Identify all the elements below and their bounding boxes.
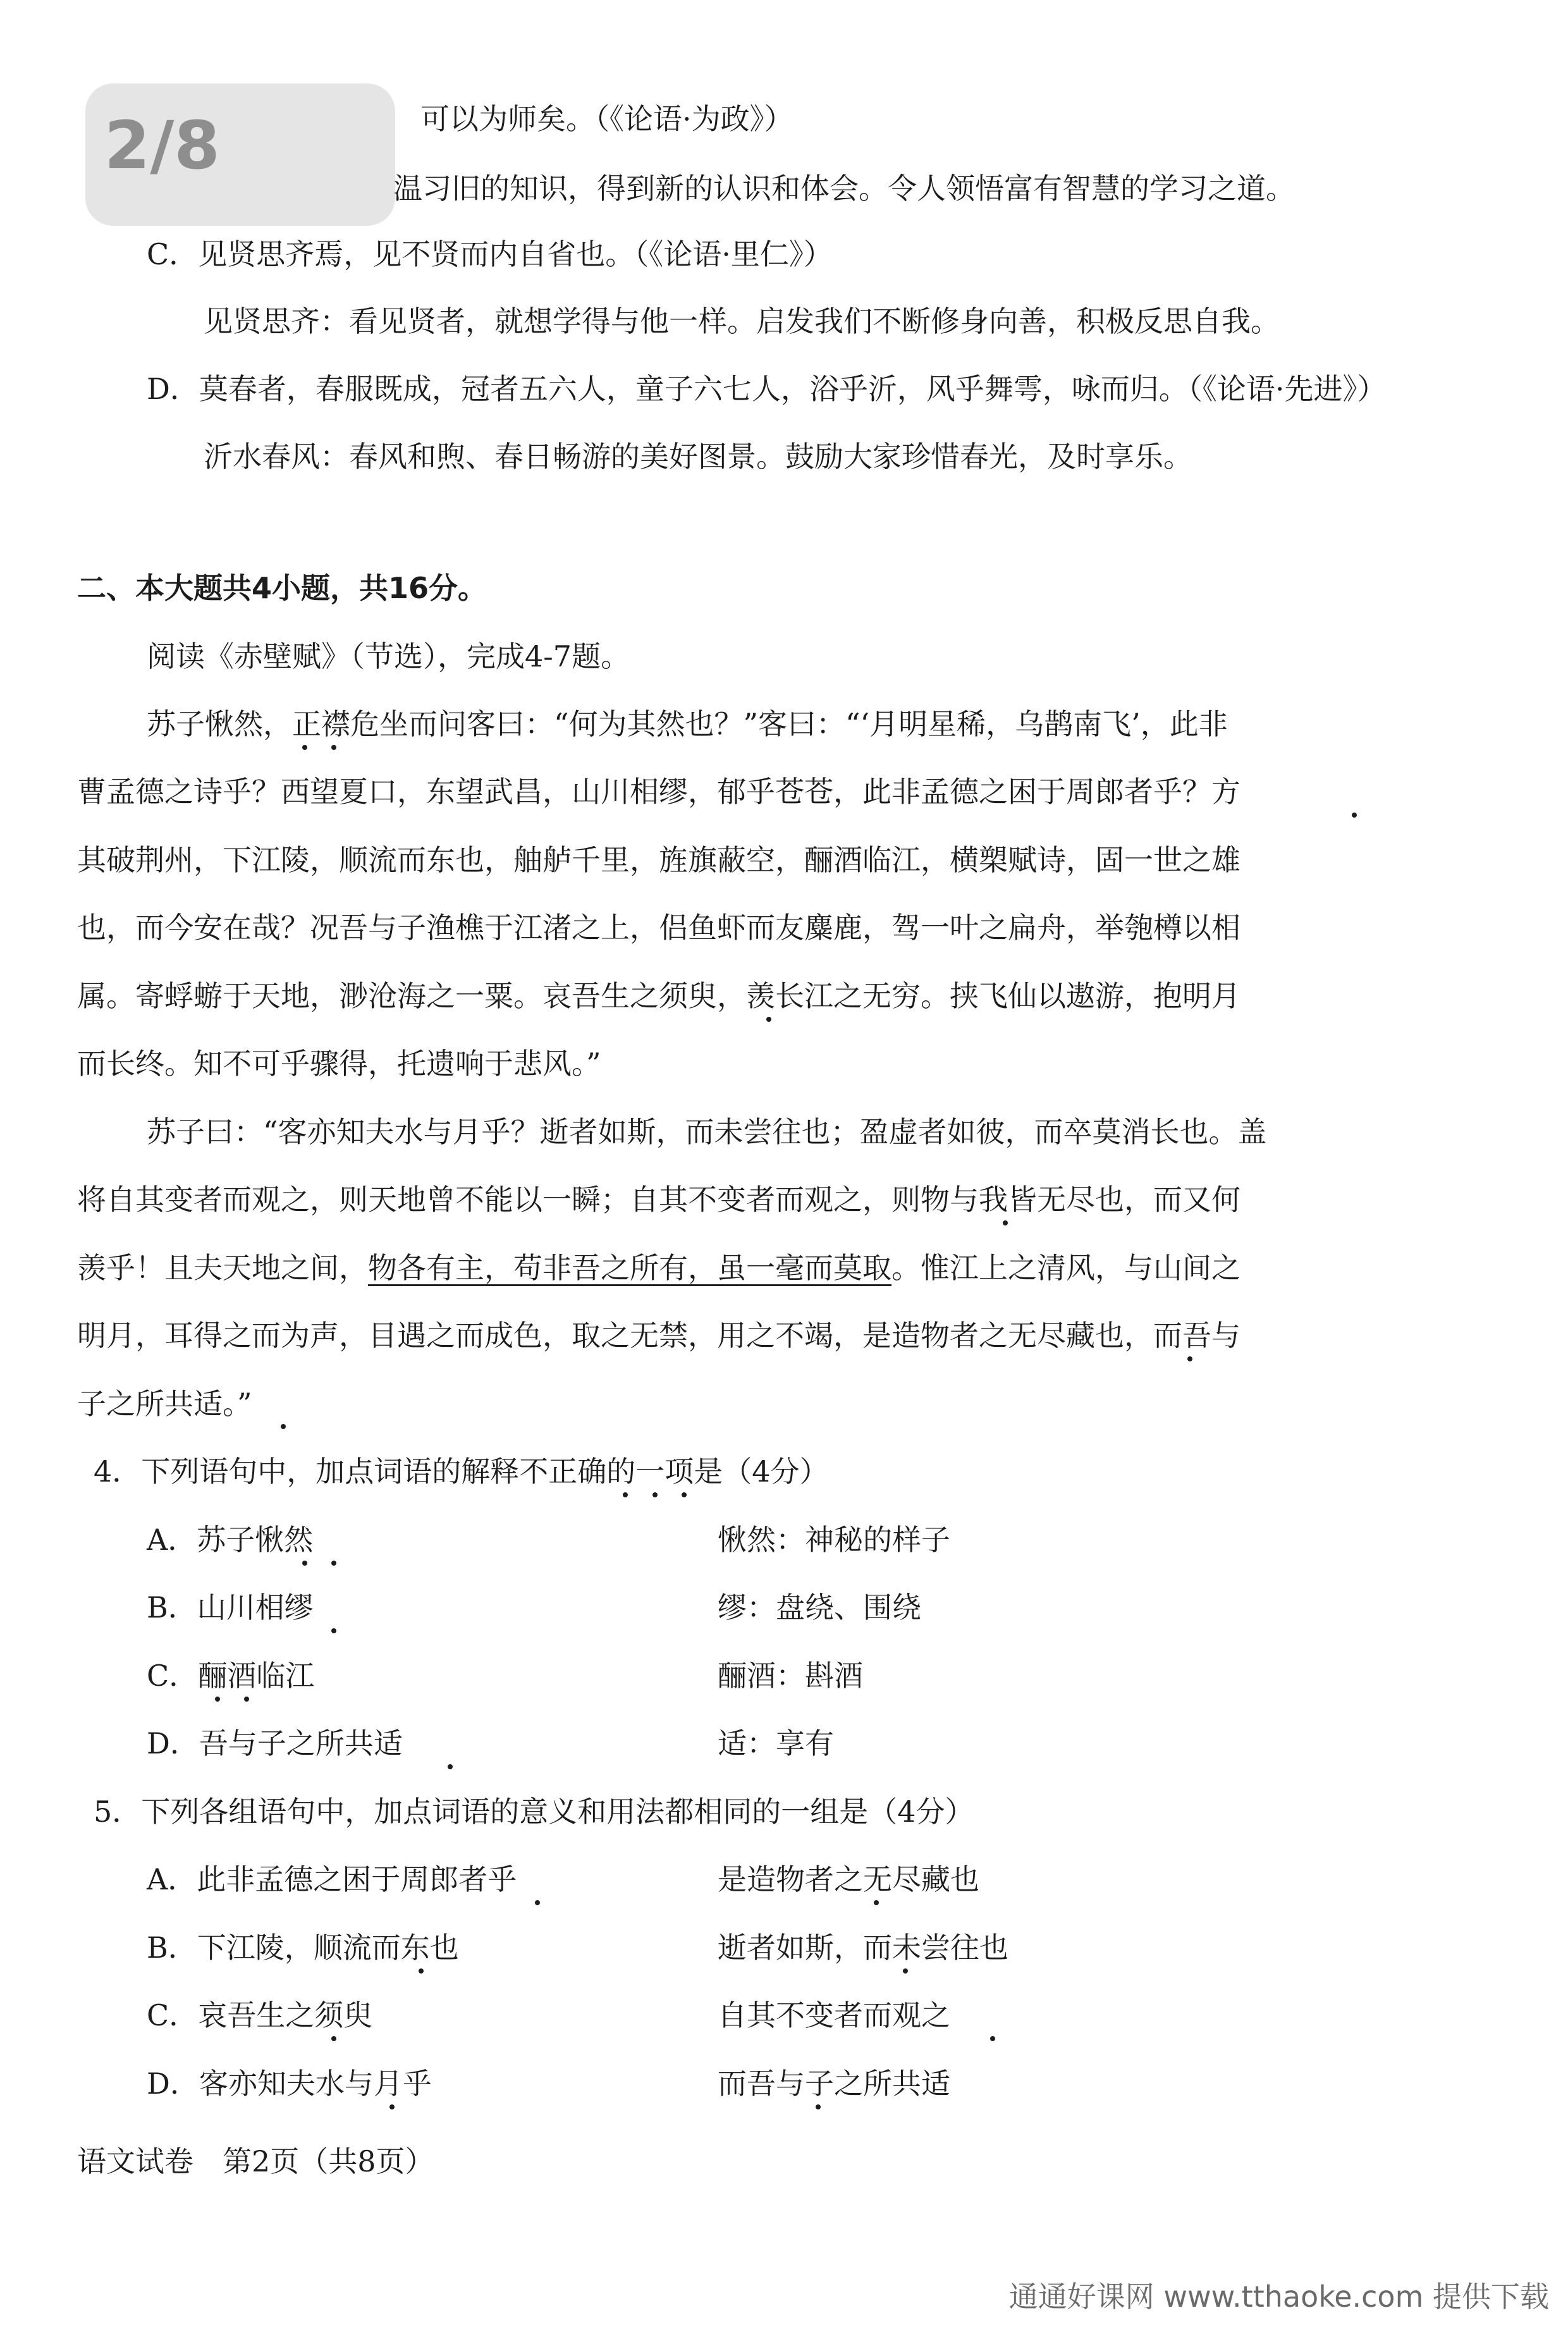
q4-option-left: B．山川相缪 (147, 1590, 314, 1624)
passage-line: 将自其变者而观之，则天地曾不能以一瞬；自其不变者而观之，则物与我皆无尽也，而又何 (77, 1182, 1240, 1217)
emphasis-dot (1003, 1220, 1008, 1225)
emphasis-dot (990, 2036, 995, 2041)
passage-line: 属。寄蜉蝣于天地，渺沧海之一粟。哀吾生之须臾，羡长江之无穷。挟飞仙以遨游，抱明月 (77, 979, 1240, 1013)
passage-line: 苏子曰：“客亦知夫水与月乎？逝者如斯，而未尝往也；盈虚者如彼，而卒莫消长也。盖 (147, 1115, 1267, 1149)
emphasis-dot (816, 2104, 821, 2109)
q4-option-left: C．酾酒临江 (147, 1659, 315, 1693)
section2-instruction: 阅读《赤壁赋》（节选），完成4-7题。 (147, 639, 630, 673)
q5-option-right: 是造物者之无尽藏也 (718, 1862, 979, 1896)
q4-option-right: 愀然：神秘的样子 (718, 1523, 950, 1557)
passage-text: 。惟江上之清风，与山间之 (891, 1251, 1240, 1285)
passage-line: 也，而今安在哉？况吾与子渔樵于江渚之上，侣鱼虾而友麋鹿，驾一叶之扁舟，举匏樽以相 (77, 911, 1240, 945)
emphasis-dot (389, 2104, 395, 2109)
q5-stem: 5．下列各组语句中，加点词语的意义和用法都相同的一组是（4分） (94, 1795, 974, 1829)
item-b-explain: 温习旧的知识，得到新的认识和体会。令人领悟富有智慧的学习之道。 (393, 171, 1295, 206)
q4-option-right: 酾酒：斟酒 (718, 1659, 863, 1693)
q5-option-left: D．客亦知夫水与月乎 (147, 2066, 432, 2101)
q5-option-left: A．此非孟德之困于周郎者乎 (147, 1862, 517, 1896)
emphasis-dot (682, 1492, 687, 1497)
q5-option-left: C．哀吾生之须臾 (147, 1998, 373, 2032)
passage-line: 子之所共适。” (77, 1387, 252, 1421)
emphasis-dot (331, 1628, 336, 1633)
q5-option-right: 逝者如斯，而未尝往也 (718, 1931, 1008, 1965)
emphasis-dot (419, 1968, 424, 1974)
q4-option-left: D．吾与子之所共适 (147, 1726, 403, 1760)
passage-line: 曹孟德之诗乎？西望夏口，东望武昌，山川相缪，郁乎苍苍，此非孟德之困于周郎者乎？方 (77, 775, 1240, 809)
q5-option-right: 自其不变者而观之 (718, 1998, 950, 2032)
watermark-text: 通通好课网 www.tthaoke.com 提供下载 (1008, 2280, 1549, 2314)
q4-option-right: 适：享有 (718, 1726, 834, 1760)
emphasis-dot (331, 1561, 336, 1566)
emphasis-dot (331, 745, 336, 750)
item-d-explain: 沂水春风：春风和煦、春日畅游的美好图景。鼓励大家珍惜春光，及时享乐。 (204, 439, 1192, 474)
q4-option-right: 缪：盘绕、围绕 (718, 1590, 921, 1624)
emphasis-dot (281, 1424, 286, 1429)
section2-heading: 二、本大题共4小题，共16分。 (77, 571, 487, 605)
item-c-explain: 见贤思齐：看见贤者，就想学得与他一样。启发我们不断修身向善，积极反思自我。 (204, 304, 1280, 338)
page-indicator: 2/8 (104, 107, 220, 184)
q5-option-left: B．下江陵，顺流而东也 (147, 1931, 459, 1965)
passage-line: 苏子愀然，正襟危坐而问客曰：“何为其然也？”客曰：“‘月明星稀，乌鹊南飞’，此非 (147, 707, 1228, 741)
emphasis-dot (903, 1968, 908, 1974)
passage-text: 羡乎！且夫天地之间， (77, 1251, 368, 1285)
q4-stem: 4．下列语句中，加点词语的解释不正确的一项是（4分） (94, 1454, 829, 1489)
passage-line: 而长终。知不可乎骤得，托遗响于悲风。” (77, 1047, 601, 1081)
passage-line: 明月，耳得之而为声，目遇之而成色，取之无禁，用之不竭，是造物者之无尽藏也，而吾与 (77, 1318, 1240, 1353)
passage-line: 其破荆州，下江陵，顺流而东也，舳舻千里，旌旗蔽空，酾酒临江，横槊赋诗，固一世之雄 (77, 843, 1240, 877)
q4-option-left: A．苏子愀然 (147, 1523, 314, 1557)
emphasis-dot (302, 745, 307, 750)
emphasis-dot (302, 1561, 307, 1566)
emphasis-dot (1352, 813, 1357, 818)
q5-option-right: 而吾与子之所共适 (718, 2066, 950, 2101)
item-d-quote: D．莫春者，春服既成，冠者五六人，童子六七人，浴乎沂，风乎舞雩，咏而归。（《论语·先进》） (147, 372, 1387, 406)
item-b-quote: 可以为师矣。（《论语·为政》） (420, 102, 793, 136)
emphasis-dot (652, 1492, 658, 1497)
emphasis-dot (448, 1764, 453, 1769)
passage-line-underlined (77, 1249, 1240, 1287)
page-footer: 语文试卷 第2页（共8页） (77, 2144, 434, 2178)
emphasis-dot (874, 1900, 879, 1905)
emphasis-dot (331, 2036, 336, 2041)
emphasis-dot (1187, 1356, 1192, 1361)
underlined-sentence: 物各有主，苟非吾之所有，虽一毫而莫取 (368, 1251, 891, 1285)
emphasis-dot (623, 1492, 628, 1497)
item-c-quote: C．见贤思齐焉，见不贤而内自省也。（《论语·里仁》） (147, 237, 833, 271)
emphasis-dot (215, 1697, 220, 1702)
emphasis-dot (244, 1697, 249, 1702)
emphasis-dot (766, 1017, 771, 1022)
emphasis-dot (535, 1900, 540, 1905)
